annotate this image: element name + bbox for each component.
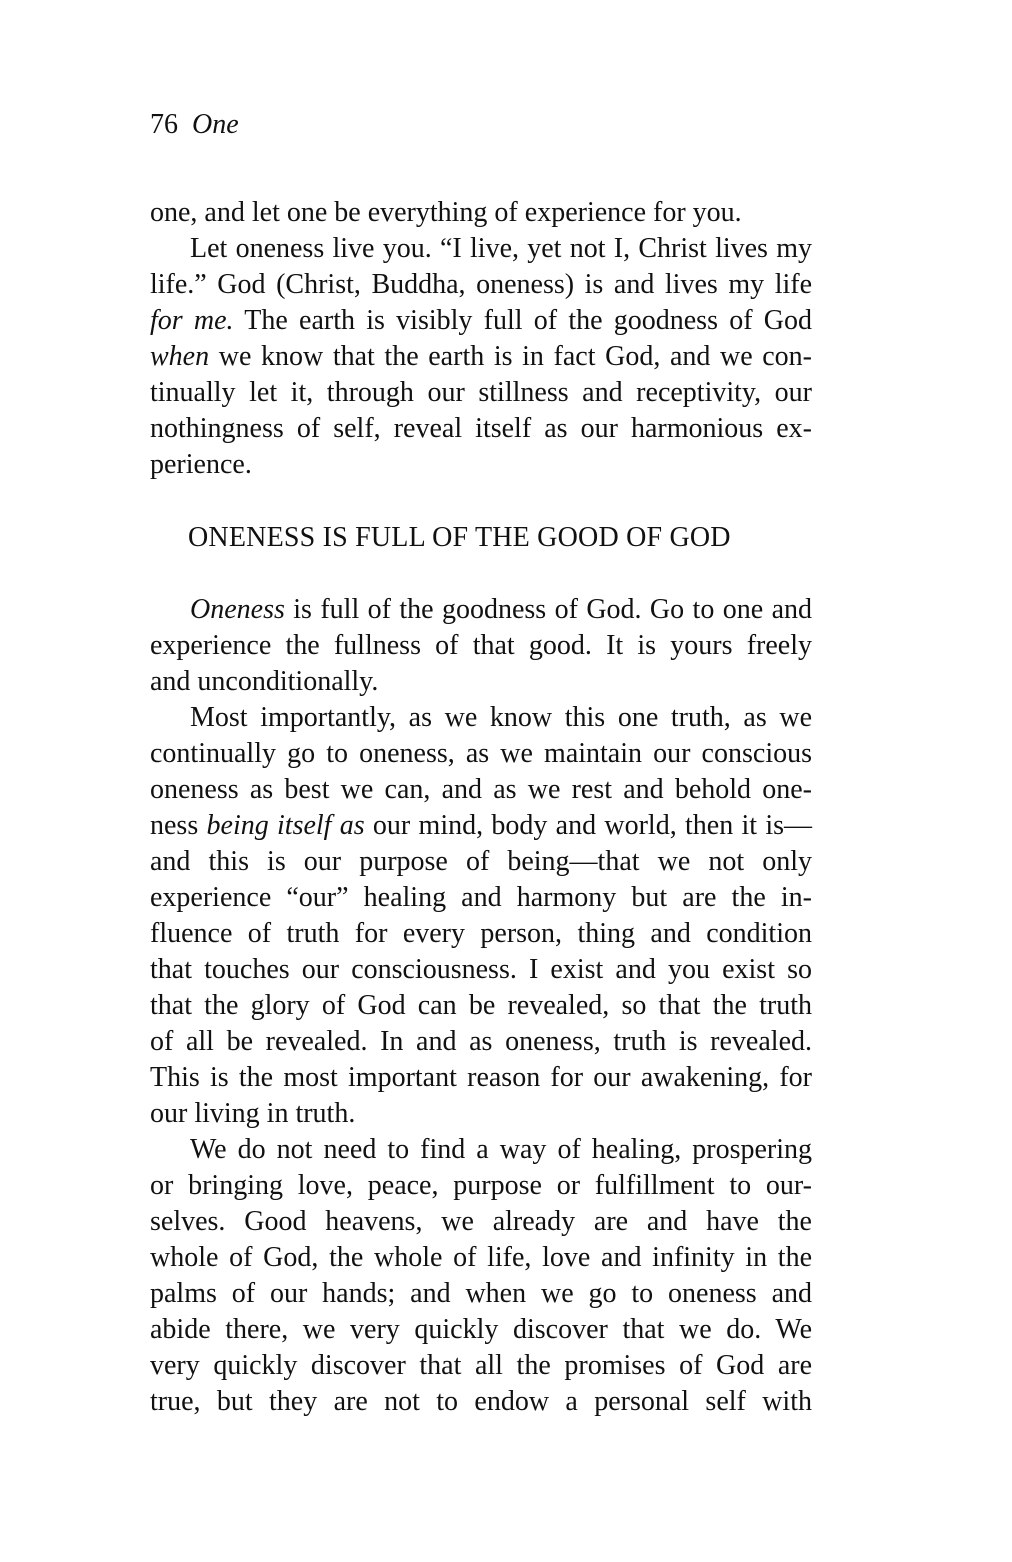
- running-head: [150, 107, 239, 143]
- paragraph-line: selves. Good heavens, we already are and have the: [150, 1206, 812, 1237]
- page-number: 76: [150, 109, 178, 140]
- paragraph-line: palms of our hands; and when we go to oneness and: [150, 1278, 812, 1309]
- paragraph-line: and this is our purpose of being—that we not only: [150, 846, 812, 877]
- body-text-main: [150, 592, 812, 1420]
- body-text-top: [150, 195, 812, 483]
- paragraph-line: experience the fullness of that good. It is yours freely: [150, 630, 812, 661]
- section-heading: ONENESS IS FULL OF THE GOOD OF GOD: [188, 522, 731, 553]
- paragraph-line: nothingness of self, reveal itself as our harmonious ex-: [150, 413, 812, 444]
- paragraph-line: of all be revealed. In and as oneness, truth is revealed.: [150, 1026, 812, 1057]
- paragraph-line: abide there, we very quickly discover that we do. We: [150, 1314, 812, 1345]
- paragraph-line: ness being itself as our mind, body and world, then it is—: [150, 810, 813, 841]
- paragraph-line: our living in truth.: [150, 1098, 356, 1129]
- paragraph-line: when we know that the earth is in fact God, and we con-: [150, 341, 812, 372]
- emphasis-text: when: [150, 341, 210, 372]
- paragraph-line: oneness as best we can, and as we rest and behold one-: [150, 774, 812, 805]
- paragraph-line: Oneness is full of the goodness of God. Go to one and: [190, 594, 812, 625]
- emphasis-text: being itself as: [206, 810, 365, 841]
- paragraph-line: This is the most important reason for our awakening, for: [150, 1062, 812, 1093]
- paragraph-line: very quickly discover that all the promises of God are: [150, 1350, 812, 1381]
- paragraph-line: Let oneness live you. “I live, yet not I, Christ lives my: [190, 233, 812, 264]
- paragraph-line: life.” God (Christ, Buddha, oneness) is and lives my life: [150, 269, 812, 300]
- chapter-title: One: [192, 109, 239, 140]
- paragraph-line: for me. The earth is visibly full of the goodness of God: [150, 305, 812, 336]
- paragraph-line: or bringing love, peace, purpose or fulfillment to our-: [150, 1170, 812, 1201]
- paragraph-line: one, and let one be everything of experience for you.: [150, 197, 742, 228]
- paragraph-line: perience.: [150, 449, 252, 480]
- emphasis-text: Oneness: [190, 594, 285, 625]
- paragraph-line: experience “our” healing and harmony but are the in-: [150, 882, 812, 913]
- paragraph-line: and unconditionally.: [150, 666, 379, 697]
- emphasis-text: for me.: [150, 305, 234, 336]
- paragraph-line: Most importantly, as we know this one truth, as we: [190, 702, 812, 733]
- paragraph-line: that touches our consciousness. I exist and you exist so: [150, 954, 812, 985]
- paragraph-line: continually go to oneness, as we maintain our conscious: [150, 738, 812, 769]
- paragraph-line: whole of God, the whole of life, love and infinity in the: [150, 1242, 812, 1273]
- paragraph-line: true, but they are not to endow a personal self with: [150, 1386, 812, 1417]
- paragraph-line: fluence of truth for every person, thing and condition: [150, 918, 812, 949]
- paragraph-line: tinually let it, through our stillness and receptivity, our: [150, 377, 812, 408]
- paragraph-line: that the glory of God can be revealed, so that the truth: [150, 990, 812, 1021]
- paragraph-line: We do not need to find a way of healing, prospering: [190, 1134, 812, 1165]
